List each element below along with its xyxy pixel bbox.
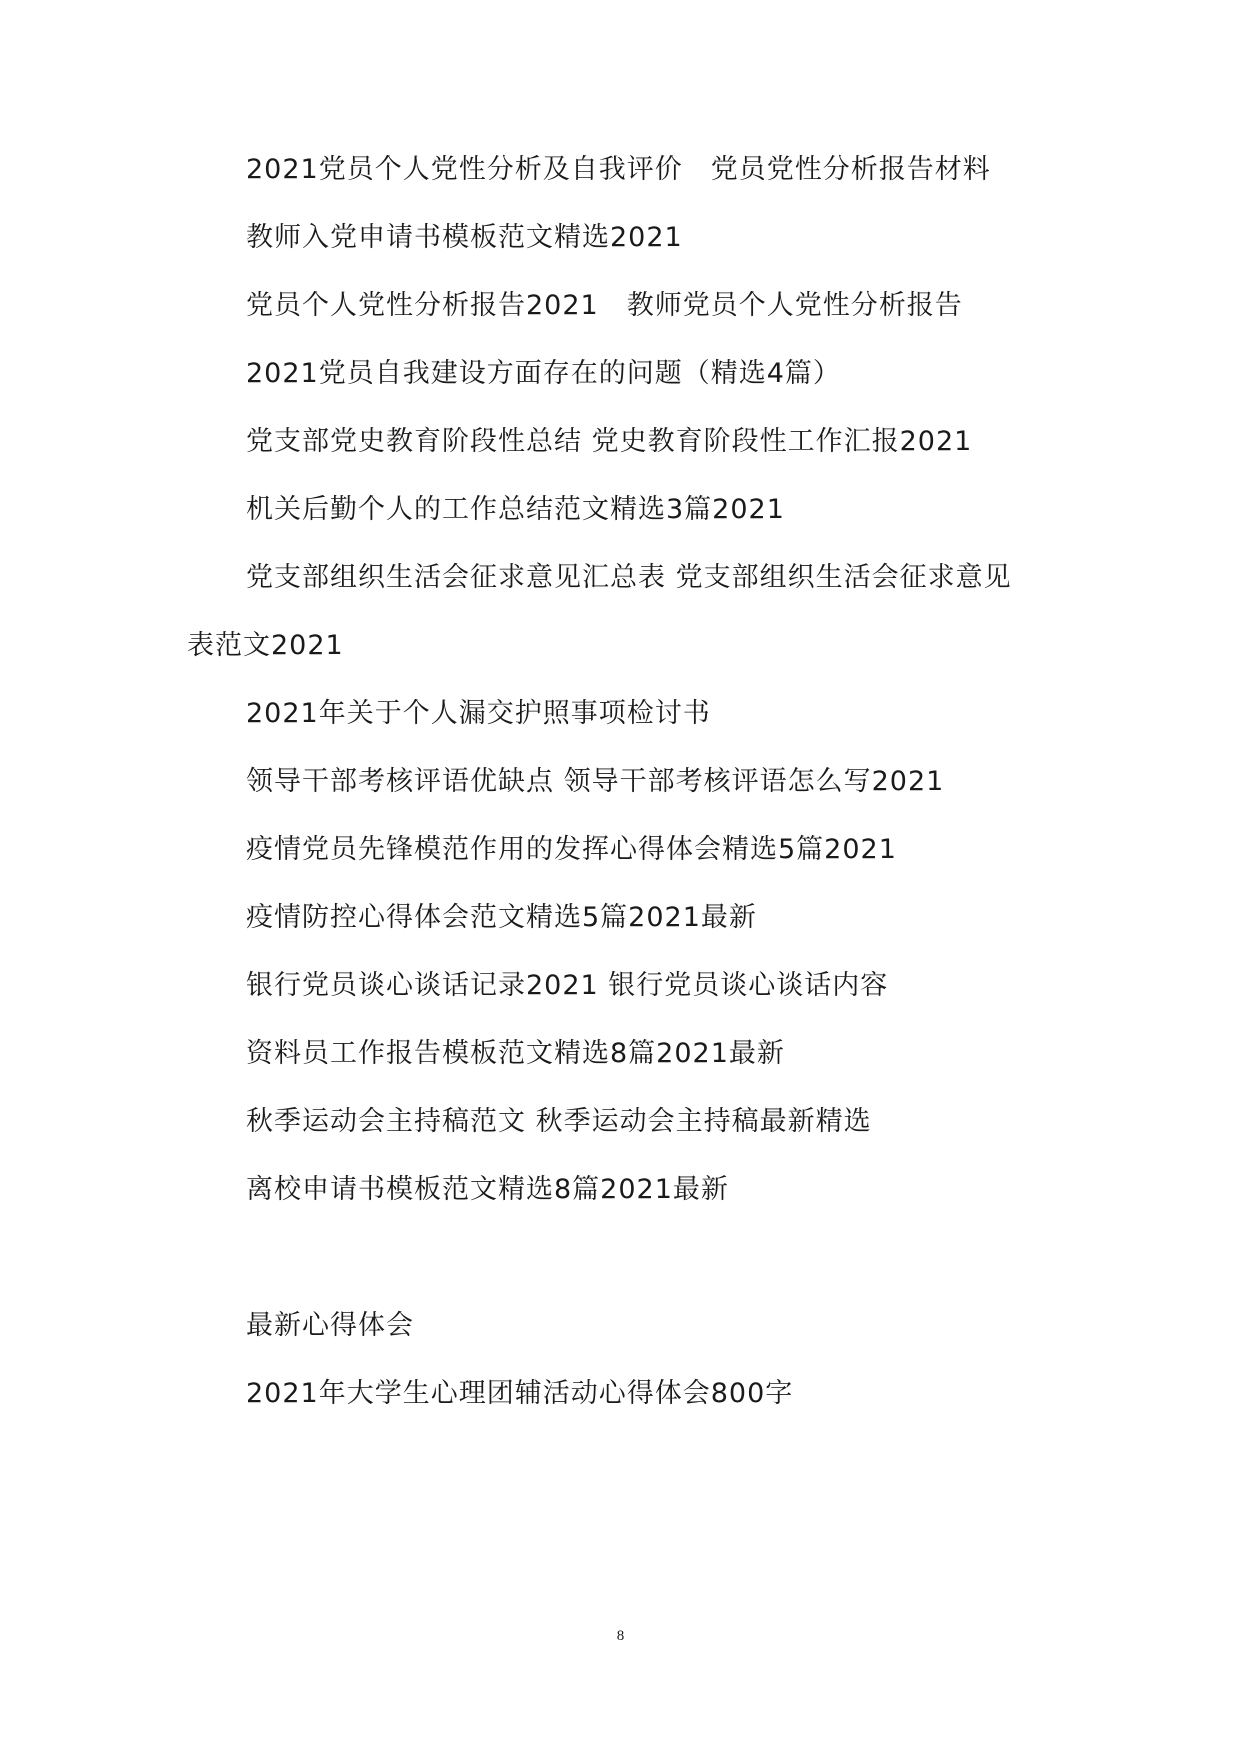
text-line: 2021党员自我建设方面存在的问题（精选4篇） <box>246 358 841 389</box>
section-heading: 最新心得体会 <box>246 1310 414 1341</box>
text-line: 2021党员个人党性分析及自我评价 党员党性分析报告材料 <box>246 154 991 185</box>
text-line: 资料员工作报告模板范文精选8篇2021最新 <box>246 1038 785 1069</box>
text-line: 教师入党申请书模板范文精选2021 <box>246 222 683 253</box>
text-line: 党支部党史教育阶段性总结 党史教育阶段性工作汇报2021 <box>246 426 973 457</box>
text-line: 党支部组织生活会征求意见汇总表 党支部组织生活会征求意见 <box>246 562 1012 593</box>
text-line: 领导干部考核评语优缺点 领导干部考核评语怎么写2021 <box>246 766 945 797</box>
text-line: 党员个人党性分析报告2021 教师党员个人党性分析报告 <box>246 290 963 321</box>
text-line: 疫情党员先锋模范作用的发挥心得体会精选5篇2021 <box>246 834 897 865</box>
text-line: 机关后勤个人的工作总结范文精选3篇2021 <box>246 494 785 525</box>
text-line: 疫情防控心得体会范文精选5篇2021最新 <box>246 902 757 933</box>
page-number: 8 <box>616 1628 625 1644</box>
text-line: 秋季运动会主持稿范文 秋季运动会主持稿最新精选 <box>246 1106 872 1137</box>
text-line: 银行党员谈心谈话记录2021 银行党员谈心谈话内容 <box>246 970 889 1001</box>
text-line: 离校申请书模板范文精选8篇2021最新 <box>246 1174 729 1205</box>
text-line-continuation: 表范文2021 <box>187 630 344 661</box>
text-line: 2021年关于个人漏交护照事项检讨书 <box>246 698 711 729</box>
text-line: 2021年大学生心理团辅活动心得体会800字 <box>246 1378 794 1409</box>
